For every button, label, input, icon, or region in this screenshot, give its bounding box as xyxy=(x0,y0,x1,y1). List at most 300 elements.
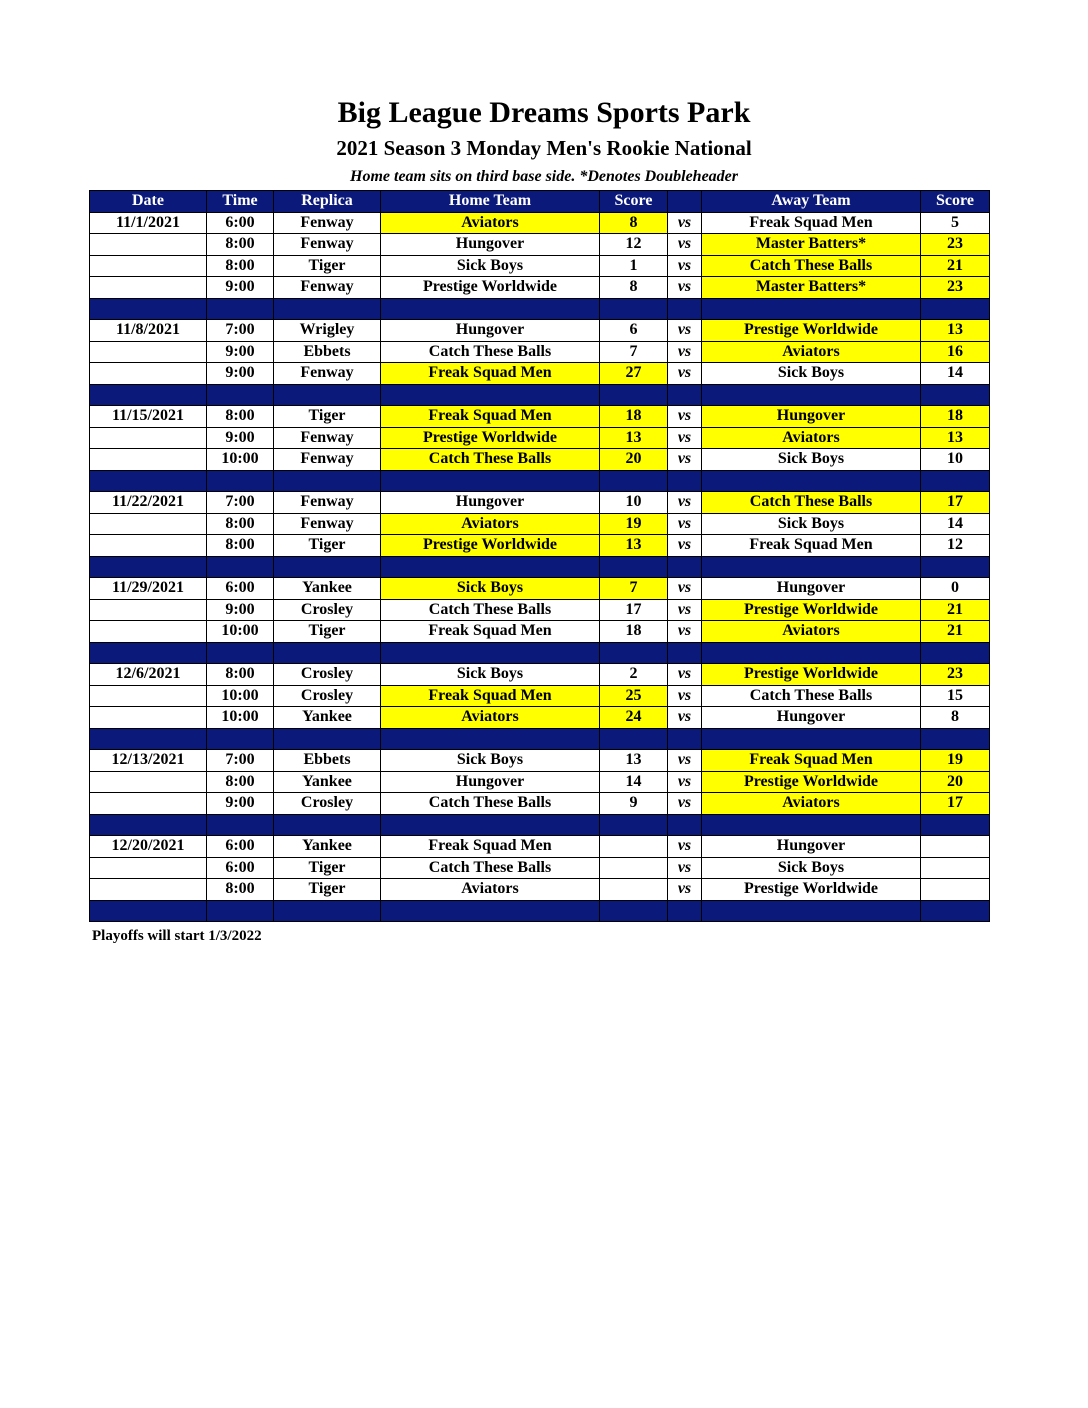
replica-cell: Crosley xyxy=(274,664,381,686)
col-header-away-score: Score xyxy=(921,191,990,213)
separator-cell xyxy=(668,900,702,922)
away-score-cell: 12 xyxy=(921,535,990,557)
time-cell: 9:00 xyxy=(207,363,274,385)
date-cell: 11/29/2021 xyxy=(90,578,207,600)
home-score-cell: 18 xyxy=(600,621,668,643)
schedule-table xyxy=(89,190,990,922)
separator-cell xyxy=(381,642,600,664)
week-separator-row xyxy=(90,642,990,664)
replica-cell: Tiger xyxy=(274,255,381,277)
home-team-cell: Hungover xyxy=(381,492,600,514)
home-team-cell: Aviators xyxy=(381,707,600,729)
page-title: Big League Dreams Sports Park xyxy=(337,96,751,129)
separator-cell xyxy=(207,384,274,406)
vs-cell: vs xyxy=(668,879,702,901)
date-cell xyxy=(90,793,207,815)
date-cell xyxy=(90,277,207,299)
away-score-cell: 21 xyxy=(921,599,990,621)
separator-cell xyxy=(600,384,668,406)
replica-cell: Wrigley xyxy=(274,320,381,342)
away-team-cell: Hungover xyxy=(702,707,921,729)
away-score-cell: 16 xyxy=(921,341,990,363)
home-team-cell: Catch These Balls xyxy=(381,449,600,471)
away-team-cell: Prestige Worldwide xyxy=(702,599,921,621)
time-cell: 6:00 xyxy=(207,857,274,879)
home-score-cell: 9 xyxy=(600,793,668,815)
home-score-cell: 13 xyxy=(600,535,668,557)
date-cell xyxy=(90,449,207,471)
date-cell xyxy=(90,535,207,557)
page-subtitle: 2021 Season 3 Monday Men's Rookie National xyxy=(336,136,752,160)
date-cell: 11/8/2021 xyxy=(90,320,207,342)
table-row xyxy=(90,212,990,234)
replica-cell: Yankee xyxy=(274,707,381,729)
separator-cell xyxy=(381,814,600,836)
time-cell: 9:00 xyxy=(207,599,274,621)
separator-cell xyxy=(702,298,921,320)
away-score-cell: 0 xyxy=(921,578,990,600)
date-cell: 12/6/2021 xyxy=(90,664,207,686)
date-cell xyxy=(90,857,207,879)
home-score-cell: 2 xyxy=(600,664,668,686)
table-row xyxy=(90,513,990,535)
replica-cell: Tiger xyxy=(274,857,381,879)
home-score-cell: 14 xyxy=(600,771,668,793)
separator-cell xyxy=(702,814,921,836)
home-score-cell xyxy=(600,857,668,879)
separator-cell xyxy=(90,556,207,578)
vs-cell: vs xyxy=(668,492,702,514)
date-cell: 11/1/2021 xyxy=(90,212,207,234)
table-row xyxy=(90,320,990,342)
separator-cell xyxy=(90,728,207,750)
separator-cell xyxy=(921,298,990,320)
separator-cell xyxy=(921,642,990,664)
home-score-cell xyxy=(600,836,668,858)
col-header-date: Date xyxy=(90,191,207,213)
replica-cell: Fenway xyxy=(274,427,381,449)
replica-cell: Fenway xyxy=(274,234,381,256)
table-row xyxy=(90,427,990,449)
date-cell xyxy=(90,685,207,707)
separator-cell xyxy=(668,556,702,578)
time-cell: 6:00 xyxy=(207,836,274,858)
separator-cell xyxy=(207,556,274,578)
home-score-cell: 25 xyxy=(600,685,668,707)
col-header-away-team: Away Team xyxy=(702,191,921,213)
home-team-cell: Catch These Balls xyxy=(381,857,600,879)
time-cell: 8:00 xyxy=(207,406,274,428)
away-team-cell: Aviators xyxy=(702,621,921,643)
time-cell: 6:00 xyxy=(207,578,274,600)
separator-cell xyxy=(274,298,381,320)
time-cell: 8:00 xyxy=(207,664,274,686)
vs-cell: vs xyxy=(668,578,702,600)
separator-cell xyxy=(600,556,668,578)
vs-cell: vs xyxy=(668,320,702,342)
table-row xyxy=(90,664,990,686)
home-team-cell: Prestige Worldwide xyxy=(381,535,600,557)
table-row xyxy=(90,578,990,600)
away-score-cell: 21 xyxy=(921,255,990,277)
replica-cell: Ebbets xyxy=(274,750,381,772)
separator-cell xyxy=(207,642,274,664)
home-team-cell: Freak Squad Men xyxy=(381,363,600,385)
away-score-cell: 13 xyxy=(921,427,990,449)
away-score-cell: 23 xyxy=(921,234,990,256)
home-score-cell: 24 xyxy=(600,707,668,729)
away-team-cell: Freak Squad Men xyxy=(702,750,921,772)
table-row xyxy=(90,277,990,299)
home-team-cell: Freak Squad Men xyxy=(381,621,600,643)
separator-cell xyxy=(600,298,668,320)
replica-cell: Ebbets xyxy=(274,341,381,363)
away-team-cell: Catch These Balls xyxy=(702,685,921,707)
table-row xyxy=(90,879,990,901)
home-score-cell: 6 xyxy=(600,320,668,342)
home-score-cell xyxy=(600,879,668,901)
home-team-cell: Prestige Worldwide xyxy=(381,427,600,449)
home-score-cell: 13 xyxy=(600,750,668,772)
separator-cell xyxy=(381,470,600,492)
separator-cell xyxy=(702,470,921,492)
home-score-cell: 12 xyxy=(600,234,668,256)
separator-cell xyxy=(668,384,702,406)
replica-cell: Fenway xyxy=(274,449,381,471)
home-score-cell: 10 xyxy=(600,492,668,514)
away-team-cell: Hungover xyxy=(702,406,921,428)
time-cell: 10:00 xyxy=(207,621,274,643)
separator-cell xyxy=(921,470,990,492)
date-cell xyxy=(90,707,207,729)
away-team-cell: Sick Boys xyxy=(702,857,921,879)
away-score-cell: 23 xyxy=(921,277,990,299)
separator-cell xyxy=(600,728,668,750)
home-team-cell: Aviators xyxy=(381,879,600,901)
home-team-cell: Aviators xyxy=(381,513,600,535)
time-cell: 8:00 xyxy=(207,255,274,277)
separator-cell xyxy=(207,298,274,320)
home-team-cell: Catch These Balls xyxy=(381,341,600,363)
separator-cell xyxy=(921,556,990,578)
table-row xyxy=(90,535,990,557)
away-team-cell: Catch These Balls xyxy=(702,255,921,277)
separator-cell xyxy=(274,470,381,492)
replica-cell: Fenway xyxy=(274,363,381,385)
separator-cell xyxy=(702,728,921,750)
replica-cell: Fenway xyxy=(274,277,381,299)
time-cell: 7:00 xyxy=(207,320,274,342)
date-cell xyxy=(90,771,207,793)
table-row xyxy=(90,449,990,471)
separator-cell xyxy=(274,556,381,578)
replica-cell: Yankee xyxy=(274,771,381,793)
table-row xyxy=(90,707,990,729)
vs-cell: vs xyxy=(668,857,702,879)
date-cell xyxy=(90,879,207,901)
vs-cell: vs xyxy=(668,255,702,277)
away-score-cell: 19 xyxy=(921,750,990,772)
separator-cell xyxy=(668,470,702,492)
away-score-cell: 17 xyxy=(921,793,990,815)
separator-cell xyxy=(381,298,600,320)
date-cell xyxy=(90,621,207,643)
separator-cell xyxy=(668,728,702,750)
date-cell: 11/15/2021 xyxy=(90,406,207,428)
table-row xyxy=(90,406,990,428)
home-score-cell: 8 xyxy=(600,277,668,299)
separator-cell xyxy=(381,728,600,750)
vs-cell: vs xyxy=(668,406,702,428)
table-row xyxy=(90,341,990,363)
vs-cell: vs xyxy=(668,449,702,471)
home-score-cell: 19 xyxy=(600,513,668,535)
separator-cell xyxy=(90,814,207,836)
home-score-cell: 20 xyxy=(600,449,668,471)
col-header-vs xyxy=(668,191,702,213)
away-score-cell: 17 xyxy=(921,492,990,514)
time-cell: 8:00 xyxy=(207,234,274,256)
separator-cell xyxy=(702,384,921,406)
separator-cell xyxy=(274,728,381,750)
away-score-cell: 21 xyxy=(921,621,990,643)
away-score-cell: 8 xyxy=(921,707,990,729)
home-score-cell: 8 xyxy=(600,212,668,234)
separator-cell xyxy=(668,298,702,320)
separator-cell xyxy=(207,814,274,836)
table-row xyxy=(90,836,990,858)
home-team-cell: Aviators xyxy=(381,212,600,234)
col-header-home-team: Home Team xyxy=(381,191,600,213)
away-team-cell: Sick Boys xyxy=(702,363,921,385)
vs-cell: vs xyxy=(668,750,702,772)
separator-cell xyxy=(921,900,990,922)
vs-cell: vs xyxy=(668,427,702,449)
date-cell xyxy=(90,341,207,363)
time-cell: 8:00 xyxy=(207,535,274,557)
table-row xyxy=(90,685,990,707)
vs-cell: vs xyxy=(668,341,702,363)
separator-cell xyxy=(90,470,207,492)
separator-cell xyxy=(90,384,207,406)
date-cell xyxy=(90,255,207,277)
separator-cell xyxy=(702,642,921,664)
away-team-cell: Sick Boys xyxy=(702,513,921,535)
week-separator-row xyxy=(90,298,990,320)
replica-cell: Crosley xyxy=(274,793,381,815)
home-score-cell: 18 xyxy=(600,406,668,428)
time-cell: 7:00 xyxy=(207,492,274,514)
away-team-cell: Hungover xyxy=(702,578,921,600)
replica-cell: Tiger xyxy=(274,621,381,643)
away-score-cell: 10 xyxy=(921,449,990,471)
table-row xyxy=(90,857,990,879)
away-score-cell: 23 xyxy=(921,664,990,686)
date-cell xyxy=(90,599,207,621)
playoffs-note: Playoffs will start 1/3/2022 xyxy=(92,928,262,944)
time-cell: 7:00 xyxy=(207,750,274,772)
separator-cell xyxy=(274,814,381,836)
table-row xyxy=(90,234,990,256)
home-score-cell: 17 xyxy=(600,599,668,621)
away-score-cell xyxy=(921,879,990,901)
vs-cell: vs xyxy=(668,277,702,299)
vs-cell: vs xyxy=(668,793,702,815)
separator-cell xyxy=(381,556,600,578)
table-row xyxy=(90,771,990,793)
col-header-replica: Replica xyxy=(274,191,381,213)
vs-cell: vs xyxy=(668,535,702,557)
away-score-cell: 5 xyxy=(921,212,990,234)
week-separator-row xyxy=(90,384,990,406)
vs-cell: vs xyxy=(668,707,702,729)
table-row xyxy=(90,255,990,277)
separator-cell xyxy=(600,814,668,836)
away-score-cell xyxy=(921,836,990,858)
separator-cell xyxy=(207,900,274,922)
table-row xyxy=(90,599,990,621)
vs-cell: vs xyxy=(668,836,702,858)
home-team-cell: Sick Boys xyxy=(381,664,600,686)
time-cell: 6:00 xyxy=(207,212,274,234)
replica-cell: Fenway xyxy=(274,212,381,234)
away-team-cell: Sick Boys xyxy=(702,449,921,471)
replica-cell: Yankee xyxy=(274,578,381,600)
away-score-cell: 15 xyxy=(921,685,990,707)
week-separator-row xyxy=(90,470,990,492)
home-score-cell: 7 xyxy=(600,341,668,363)
home-team-cell: Catch These Balls xyxy=(381,599,600,621)
home-team-cell: Freak Squad Men xyxy=(381,406,600,428)
separator-cell xyxy=(600,900,668,922)
date-cell xyxy=(90,363,207,385)
home-score-cell: 1 xyxy=(600,255,668,277)
separator-cell xyxy=(207,728,274,750)
away-team-cell: Master Batters* xyxy=(702,234,921,256)
home-team-cell: Catch These Balls xyxy=(381,793,600,815)
away-team-cell: Prestige Worldwide xyxy=(702,664,921,686)
vs-cell: vs xyxy=(668,513,702,535)
schedule-note: Home team sits on third base side. *Denotes Doubleheader xyxy=(350,168,738,185)
separator-cell xyxy=(921,384,990,406)
home-team-cell: Sick Boys xyxy=(381,578,600,600)
replica-cell: Tiger xyxy=(274,406,381,428)
replica-cell: Tiger xyxy=(274,879,381,901)
vs-cell: vs xyxy=(668,685,702,707)
time-cell: 10:00 xyxy=(207,707,274,729)
time-cell: 10:00 xyxy=(207,685,274,707)
away-score-cell: 20 xyxy=(921,771,990,793)
date-cell: 12/13/2021 xyxy=(90,750,207,772)
separator-cell xyxy=(90,298,207,320)
home-team-cell: Sick Boys xyxy=(381,750,600,772)
away-team-cell: Prestige Worldwide xyxy=(702,771,921,793)
home-team-cell: Freak Squad Men xyxy=(381,836,600,858)
replica-cell: Fenway xyxy=(274,492,381,514)
away-team-cell: Hungover xyxy=(702,836,921,858)
week-separator-row xyxy=(90,900,990,922)
separator-cell xyxy=(90,642,207,664)
separator-cell xyxy=(921,728,990,750)
home-score-cell: 7 xyxy=(600,578,668,600)
away-team-cell: Aviators xyxy=(702,793,921,815)
away-team-cell: Freak Squad Men xyxy=(702,212,921,234)
date-cell xyxy=(90,513,207,535)
replica-cell: Crosley xyxy=(274,599,381,621)
vs-cell: vs xyxy=(668,363,702,385)
separator-cell xyxy=(90,900,207,922)
separator-cell xyxy=(207,470,274,492)
home-team-cell: Sick Boys xyxy=(381,255,600,277)
replica-cell: Tiger xyxy=(274,535,381,557)
vs-cell: vs xyxy=(668,234,702,256)
separator-cell xyxy=(381,900,600,922)
home-team-cell: Hungover xyxy=(381,771,600,793)
time-cell: 9:00 xyxy=(207,793,274,815)
away-team-cell: Aviators xyxy=(702,427,921,449)
away-team-cell: Prestige Worldwide xyxy=(702,320,921,342)
separator-cell xyxy=(668,642,702,664)
vs-cell: vs xyxy=(668,599,702,621)
week-separator-row xyxy=(90,728,990,750)
separator-cell xyxy=(600,642,668,664)
date-cell xyxy=(90,427,207,449)
time-cell: 10:00 xyxy=(207,449,274,471)
away-team-cell: Freak Squad Men xyxy=(702,535,921,557)
separator-cell xyxy=(921,814,990,836)
away-score-cell: 18 xyxy=(921,406,990,428)
vs-cell: vs xyxy=(668,771,702,793)
replica-cell: Fenway xyxy=(274,513,381,535)
away-team-cell: Prestige Worldwide xyxy=(702,879,921,901)
separator-cell xyxy=(274,900,381,922)
away-score-cell: 14 xyxy=(921,513,990,535)
date-cell: 11/22/2021 xyxy=(90,492,207,514)
week-separator-row xyxy=(90,556,990,578)
table-row xyxy=(90,621,990,643)
header-row xyxy=(90,191,990,213)
replica-cell: Crosley xyxy=(274,685,381,707)
time-cell: 9:00 xyxy=(207,427,274,449)
home-team-cell: Hungover xyxy=(381,234,600,256)
separator-cell xyxy=(702,556,921,578)
separator-cell xyxy=(274,642,381,664)
away-score-cell: 14 xyxy=(921,363,990,385)
separator-cell xyxy=(702,900,921,922)
away-team-cell: Catch These Balls xyxy=(702,492,921,514)
vs-cell: vs xyxy=(668,664,702,686)
separator-cell xyxy=(274,384,381,406)
home-team-cell: Hungover xyxy=(381,320,600,342)
table-row xyxy=(90,793,990,815)
home-team-cell: Freak Squad Men xyxy=(381,685,600,707)
table-row xyxy=(90,750,990,772)
time-cell: 8:00 xyxy=(207,771,274,793)
time-cell: 8:00 xyxy=(207,879,274,901)
date-cell: 12/20/2021 xyxy=(90,836,207,858)
separator-cell xyxy=(600,470,668,492)
home-score-cell: 13 xyxy=(600,427,668,449)
table-row xyxy=(90,363,990,385)
replica-cell: Yankee xyxy=(274,836,381,858)
vs-cell: vs xyxy=(668,621,702,643)
date-cell xyxy=(90,234,207,256)
week-separator-row xyxy=(90,814,990,836)
home-score-cell: 27 xyxy=(600,363,668,385)
away-team-cell: Master Batters* xyxy=(702,277,921,299)
separator-cell xyxy=(381,384,600,406)
vs-cell: vs xyxy=(668,212,702,234)
